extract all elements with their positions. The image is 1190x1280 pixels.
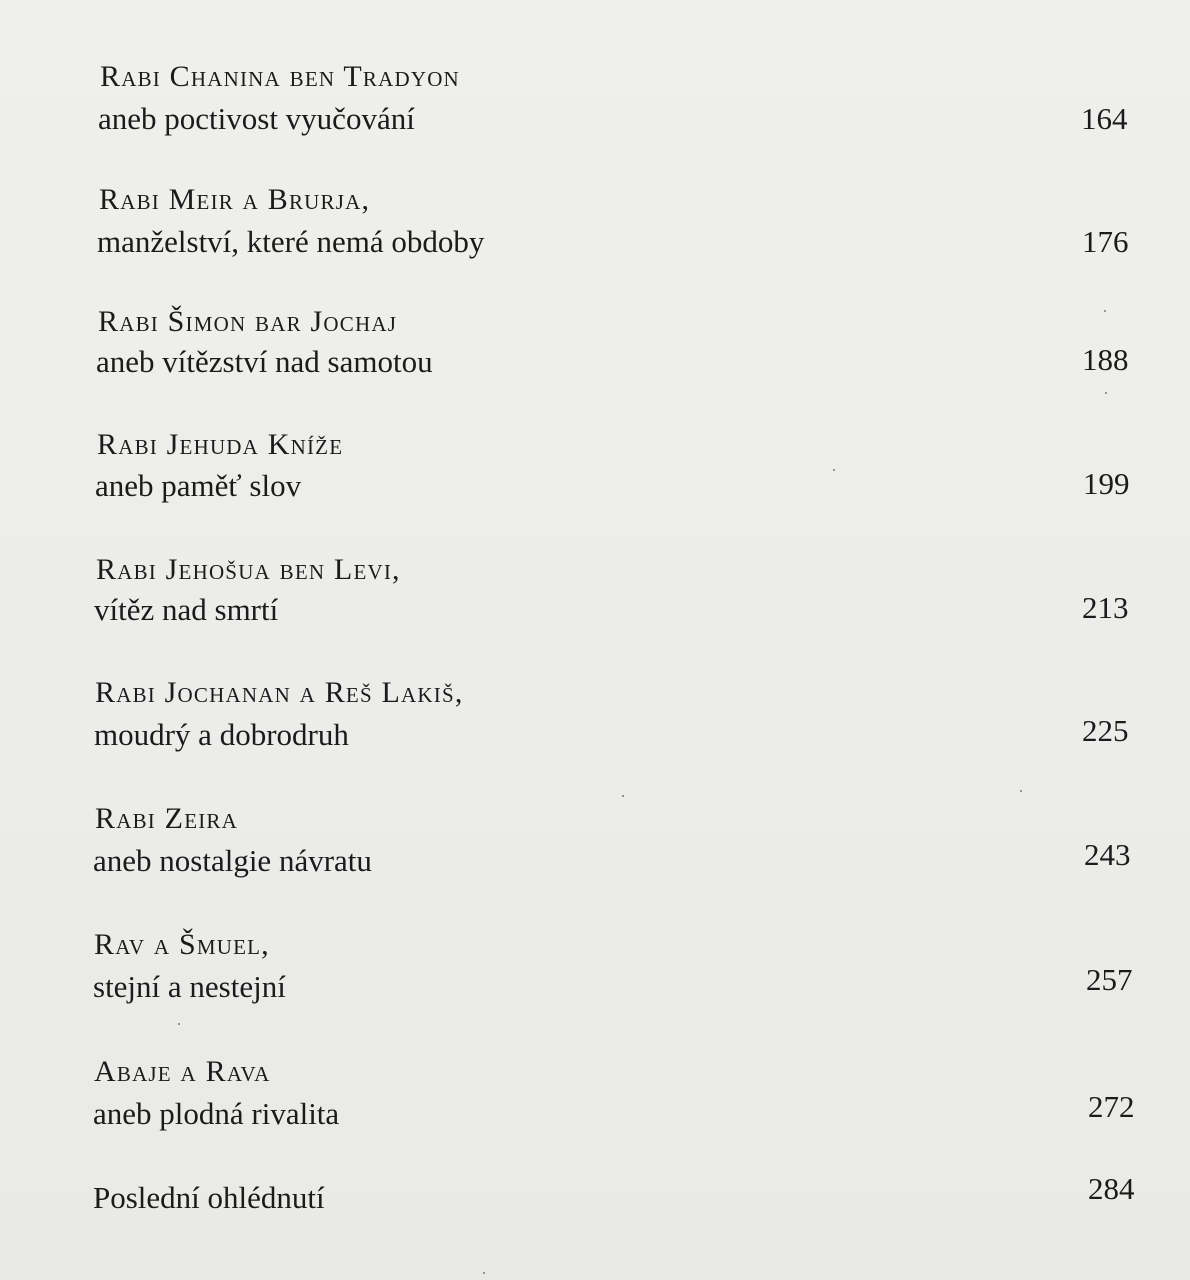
toc-entry-subtitle: aneb nostalgie návratu xyxy=(93,843,372,878)
toc-entry xyxy=(0,183,1190,293)
toc-entry-title: Rav a Šmuel, xyxy=(94,928,270,961)
paper-speck xyxy=(1105,392,1107,394)
toc-entry-subtitle: manželství, které nemá obdoby xyxy=(97,224,485,259)
toc-entry-subtitle: aneb paměť slov xyxy=(95,468,302,503)
toc-entry-subtitle: moudrý a dobrodruh xyxy=(94,717,349,752)
toc-entry-title: Rabi Meir a Brurja, xyxy=(99,183,371,216)
toc-entry xyxy=(0,802,1190,912)
paper-speck xyxy=(178,1023,180,1025)
toc-entry-title: Rabi Jehošua ben Levi, xyxy=(96,553,401,586)
toc-entry-page-number: 199 xyxy=(1083,466,1130,501)
toc-entry xyxy=(0,553,1190,663)
toc-entry-title: Rabi Jochanan a Reš Lakiš, xyxy=(95,676,464,709)
toc-entry-page-number: 213 xyxy=(1082,590,1129,625)
toc-entry-page-number: 272 xyxy=(1088,1089,1135,1124)
toc-entry-page-number: 164 xyxy=(1081,101,1128,136)
toc-entry xyxy=(0,928,1190,1038)
toc-entry xyxy=(0,60,1190,170)
toc-entry-title: Abaje a Rava xyxy=(94,1055,271,1088)
paper-speck xyxy=(622,795,624,797)
paper-speck xyxy=(1020,790,1022,792)
toc-entry-title: Rabi Zeira xyxy=(95,802,238,835)
toc-entry-page-number: 225 xyxy=(1082,713,1129,748)
toc-entry-page-number: 188 xyxy=(1082,342,1129,377)
toc-entry xyxy=(0,305,1190,415)
toc-entry-subtitle: stejní a nestejní xyxy=(93,969,286,1004)
paper-speck xyxy=(1104,310,1106,312)
toc-entry xyxy=(0,676,1190,786)
paper-speck xyxy=(833,469,835,471)
toc-final-entry-title: Poslední ohlédnutí xyxy=(93,1180,325,1215)
toc-entry-page-number: 257 xyxy=(1086,962,1133,997)
toc-entry-subtitle: vítěz nad smrtí xyxy=(94,592,279,627)
toc-entry xyxy=(0,428,1190,538)
toc-entry-page-number: 176 xyxy=(1082,224,1129,259)
toc-entry-title: Rabi Chanina ben Tradyon xyxy=(100,60,460,93)
toc-entry xyxy=(0,1055,1190,1165)
toc-final-entry-page-number: 284 xyxy=(1088,1171,1135,1206)
toc-entry-subtitle: aneb poctivost vyučování xyxy=(98,101,415,136)
paper-speck xyxy=(483,1272,485,1274)
toc-entry-page-number: 243 xyxy=(1084,837,1131,872)
toc-entry-subtitle: aneb vítězství nad samotou xyxy=(96,344,433,379)
toc-entry-title: Rabi Jehuda Kníže xyxy=(97,428,344,461)
toc-entry-title: Rabi Šimon bar Jochaj xyxy=(98,305,398,338)
toc-entry-subtitle: aneb plodná rivalita xyxy=(93,1096,340,1131)
